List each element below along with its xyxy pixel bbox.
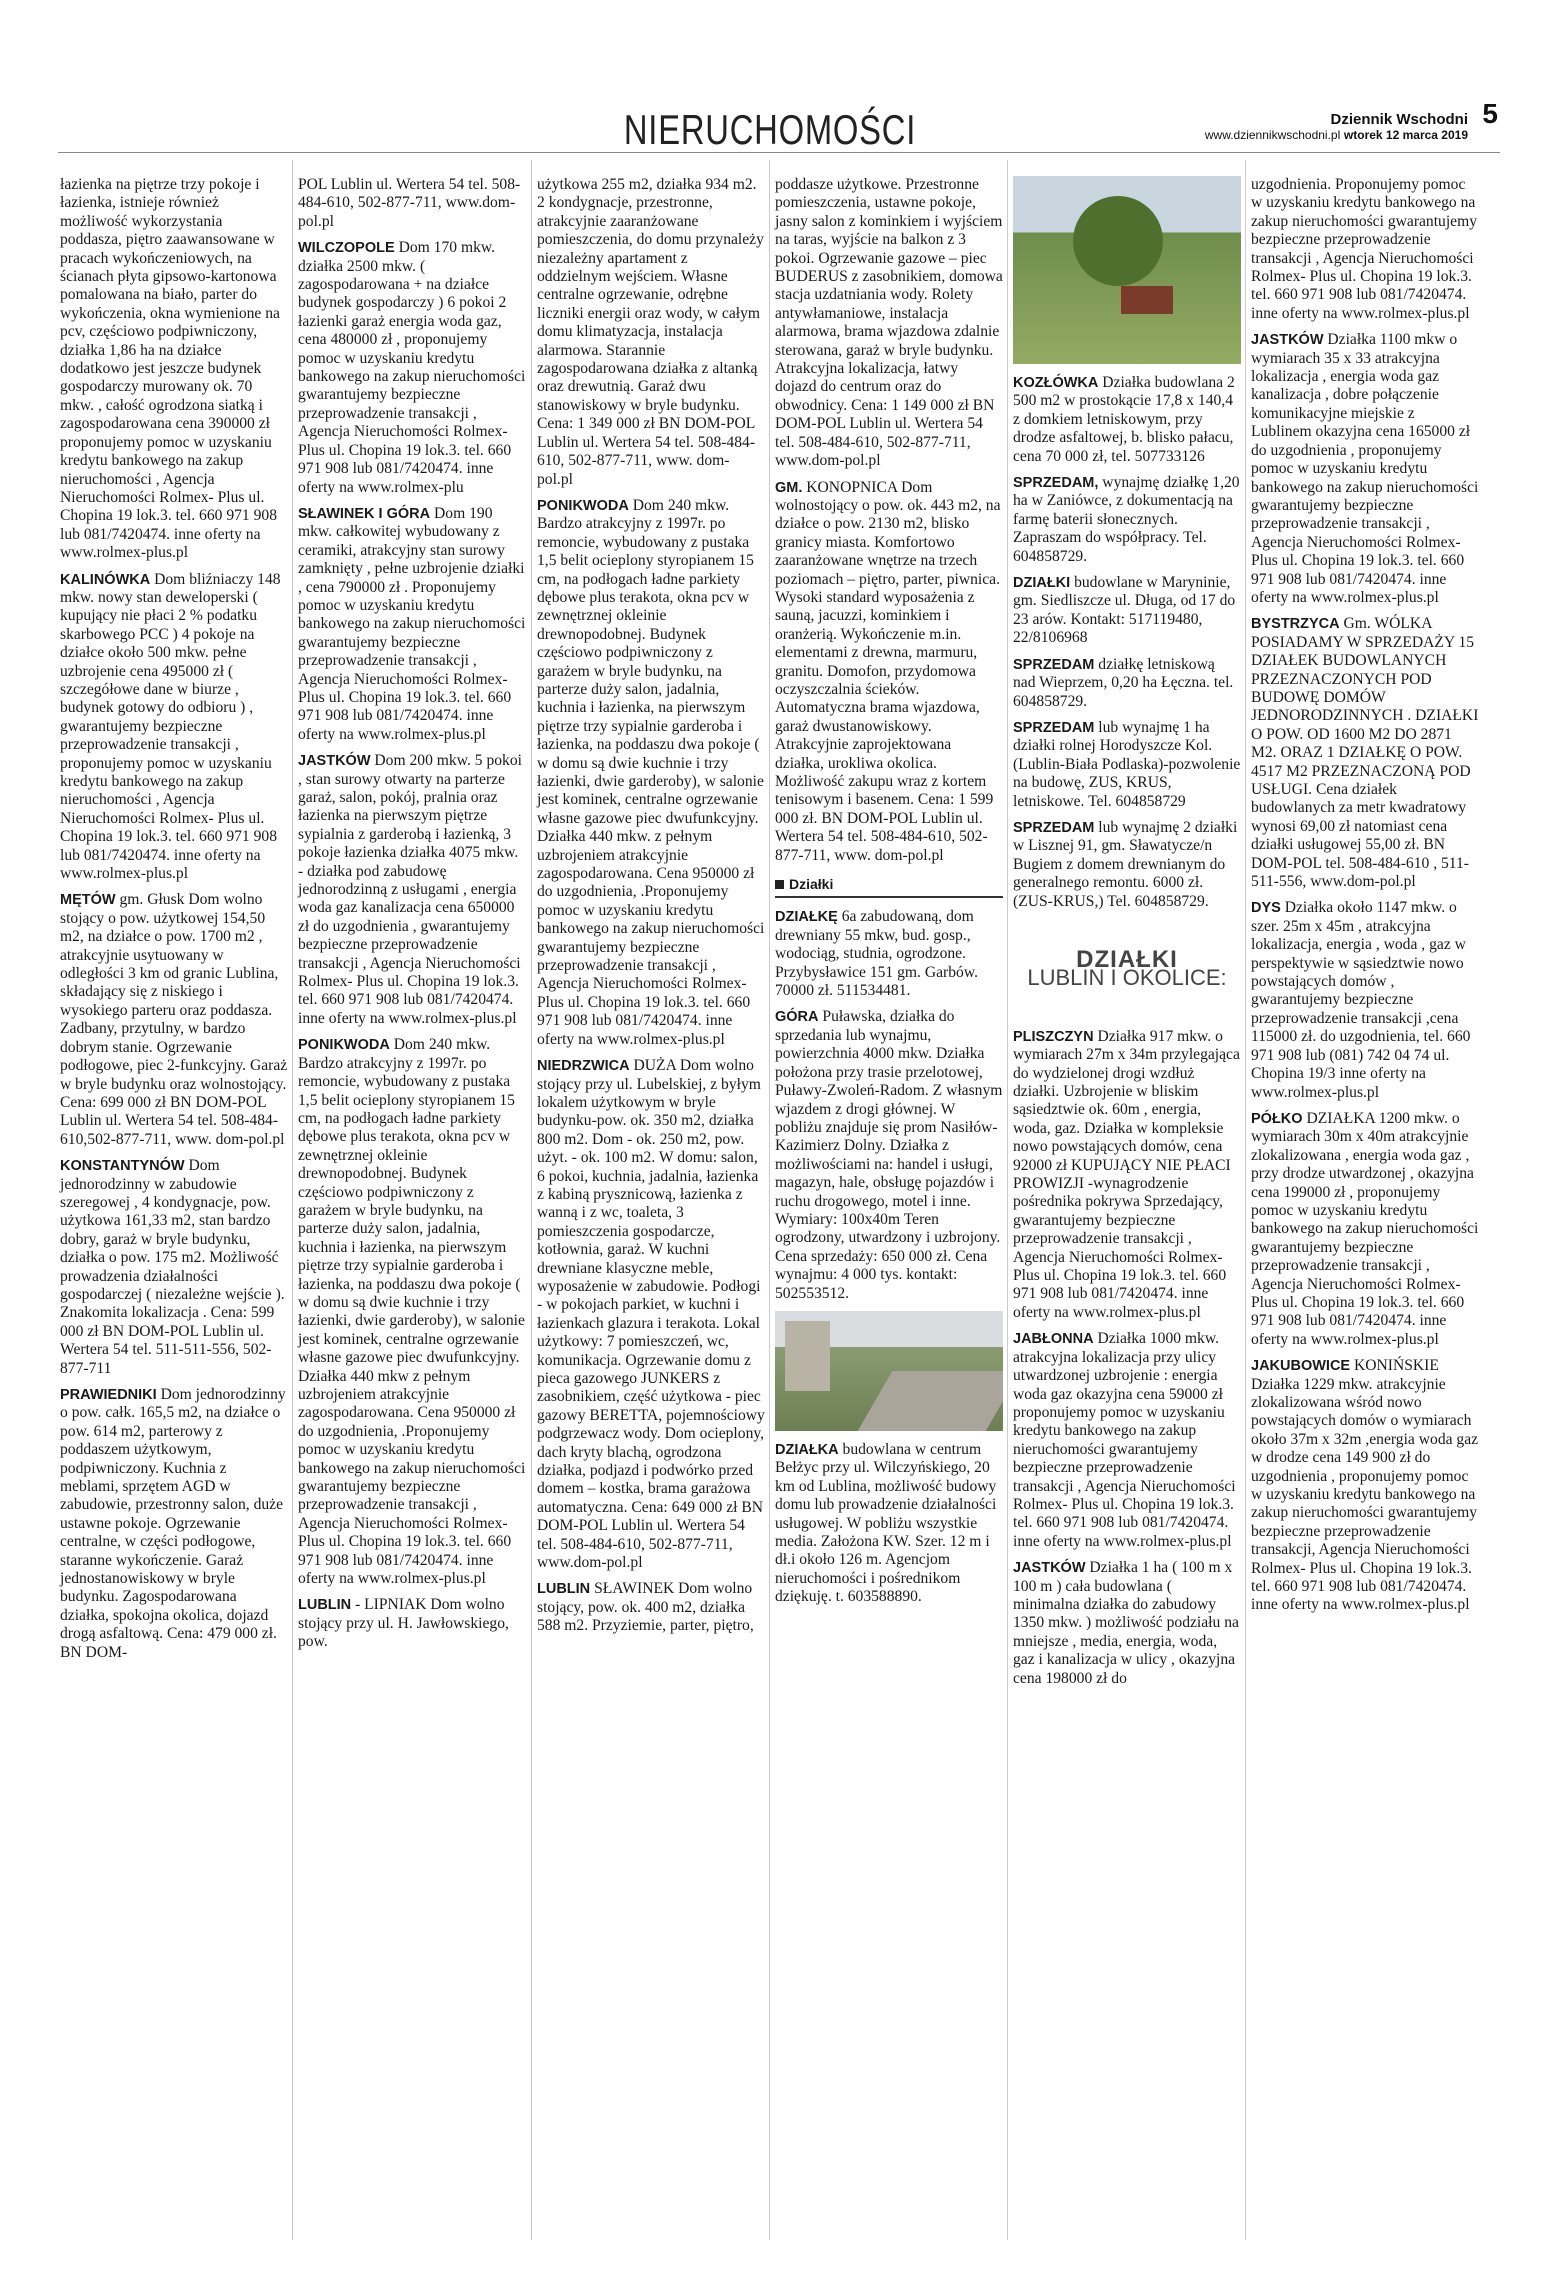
classified-ad	[775, 1441, 1003, 1607]
classified-ad	[298, 176, 526, 231]
ad-text: POL Lublin ul. Wertera 54 tel. 508-484-610, 502-877-711, www.dom-pol.pl	[298, 176, 521, 230]
classified-ad	[298, 505, 526, 744]
ad-text: lub wynajmę 2 działki w Lisznej 91, gm. Sławatycze/n Bugiem z domem drewnianym do generalnego remontu. 6000 zł. (ZUS-KRUS,) Tel. 604858729.	[1013, 818, 1238, 910]
ad-keyword: BYSTRZYCA	[1251, 616, 1340, 633]
ad-text: budowlane w Maryninie, gm. Siedliszcze ul. Długa, od 17 do 23 arów. Kontakt: 517119480, 22/8106968	[1013, 574, 1236, 647]
column-divider	[292, 160, 293, 2240]
classified-ad	[775, 479, 1003, 866]
section-title: NIERUCHOMOŚCI	[623, 106, 917, 153]
classified-ad	[537, 497, 765, 1049]
column-divider	[1007, 160, 1008, 2240]
cottage-shape	[1121, 286, 1173, 314]
ad-text: SŁAWINEK Dom wolno stojący, pow. ok. 400 m2, działka 588 m2. Przyziemie, parter, piętro,	[537, 1580, 754, 1635]
ad-text: Puławska, działka do sprzedania lub wynajmu, powierzchnia 4000 mkw. Działka położona przy trasie przelotowej, Puławy-Zwoleń-Radom. Z własnym wjazdem z drogi głównej. W pobliżu znajduje się prom Nasiłów-Kazimierz Dolny. Działka z możliwościami na: handel i usługi, magazyn, hale, obsługę pojazdów i ruchu drogowego, motel i inne. Wymiary: 100x40m Teren ogrodzony, utwardzony i uzbrojony. Cena sprzedaży: 650 000 zł. Cena wynajmu: 4 000 tys. kontakt: 502553512.	[775, 1008, 1003, 1302]
ad-keyword: JASTKÓW	[1251, 332, 1324, 349]
column-2	[298, 176, 526, 1660]
classified-ad	[775, 908, 1003, 1000]
classified-ad	[1013, 374, 1241, 466]
ad-keyword: SPRZEDAM	[1013, 656, 1095, 673]
header-rule	[58, 152, 1500, 153]
ad-text: budowlana w centrum Bełżyc przy ul. Wilczyńskiego, 20 km od Lublina, możliwość budowy domu lub prowadzenie działalności usługowej. W pobliżu wszystkie media. Założona KW. Szer. 12 m i dł.i około 126 m. Agencjom nieruchomości i pośrednikom dziękuję. t. 603588890.	[775, 1440, 997, 1606]
ad-text: Dom 190 mkw. całkowitej wybudowany z ceramiki, atrakcyjny stan surowy zamknięty , pełne uzbrojenie działki , cena 790000 zł . Proponujemy pomoc w uzyskaniu kredytu bankowego na zakup nieruchomości gwarantujemy bezpieczne przeprowadzenie transakcji , Agencja Nieruchomości Rolmex- Plus ul. Chopina 19 lok.3. tel. 660 971 908 lub 081/7420474. inne oferty na www.rolmex-plus.pl	[298, 504, 526, 743]
ad-keyword: GM.	[775, 479, 803, 496]
page-number: 5	[1482, 98, 1498, 129]
tree-shape	[1073, 196, 1163, 286]
classified-ad	[1013, 819, 1241, 911]
ad-text: DUŻA Dom wolno stojący przy ul. Lubelskiej, z byłym lokalem użytkowym w bryle budynku-pow. ok. 350 m2, działka 800 m2. Dom - ok. 250 m2, pow. użyt. - ok. 100 m2. W domu: salon, 6 pokoi, kuchnia, jadalnia, łazienka z kabiną prysznicową, łazienka z wanną i z wc, toaleta, 3 pomieszczenia gospodarcze, kotłownia, garaż. W kuchni drewniane klasyczne meble, wyposażenie w zabudowie. Podłogi - w pokojach parkiet, w kuchni i łazienkach glazura i terakota. Lokal użytkowy: 7 pomieszczeń, wc, komunikacja. Ogrzewanie domu z pieca gazowego JUNKERS z zasobnikiem, część użytkowa - piec gazowy BERETTA, pojemnościowy podgrzewacz wody. Dom ocieplony, dach kryty blachą, ogrodzona działka, podjazd i podwórko przed domem – kostka, brama garażowa automatyczna. Cena: 649 000 zł BN DOM-POL Lublin ul. Wertera 54 tel. 508-484-610, 502-877-711, www.dom-pol.pl	[537, 1057, 765, 1572]
ad-text: gm. Głusk Dom wolno stojący o pow. użytkowej 154,50 m2, na działce o pow. 1700 m2 , atrakcyjnie usytuowany w odległości 3 km od granic Lublina, składający się z niskiego i wysokiego parteru oraz poddasza. Zadbany, przytulny, w bardzo dobrym stanie. Ogrzewanie podłogowe, piec 2-funkcyjny. Garaż w bryle budynku oraz wolnostojący. Cena: 699 000 zł BN DOM-POL Lublin ul. Wertera 54 tel. 508-484-610,502-877-711, www. dom-pol.pl	[60, 891, 288, 1148]
website-url[interactable]: www.dziennikwschodni.pl	[1204, 128, 1341, 142]
classified-ad	[1013, 1028, 1241, 1323]
section-heading-line1: DZIAŁKI	[1076, 945, 1178, 973]
ad-keyword: PONIKWODA	[537, 497, 629, 514]
ad-text: Dom 240 mkw. Bardzo atrakcyjny z 1997r. po remoncie, wybudowany z pustaka 1,5 belit ocieplony styropianem 15 cm, na podłogach ładne parkiety dębowe plus terakota, okna pcv w zewnętrznej okleinie drewnopodobnej. Budynek częściowo podpiwniczony z garażem w bryle budynku, na parterze duży salon, jadalnia, kuchnia i łazienka, na pierwszym piętrze trzy sypialnie garderoba i łazienka, na poddaszu dwa pokoje ( w domu są dwie kuchnie i trzy łazienki, dwie garderoby), w salonie jest kominek, centralne ogrzewanie własne gazowe piec dwufunkcyjny. Działka 440 mkw z pełnym uzbrojeniem atrakcyjnie zagospodarowana. Cena 950000 zł do uzgodnienia, .Proponujemy pomoc w uzyskaniu kredytu bankowego na zakup nieruchomości gwarantujemy bezpieczne przeprowadzenie transakcji , Agencja Nieruchomości Rolmex- Plus ul. Chopina 19 lok.3. tel. 660 971 908 lub 081/7420474. inne oferty na www.rolmex-plus.pl	[298, 1036, 526, 1588]
ad-text: łazienka na piętrze trzy pokoje i łazienka, istnieje również możliwość wykorzystania poddasza, piętro zaawansowane w pracach wykończeniowych, na ścianach płyta gipsowo-kartonowa pomalowana na biało, parter do wykończenia, okna wymienione na pcv, częściowo podpiwniczony, działka 1,86 ha na działce dodatkowo jest jeszcze budynek gospodarczy murowany ok. 70 mkw. , całość ogrodzona siatką i zagospodarowana cena 390000 zł proponujemy pomoc w uzyskaniu kredytu bankowego na zakup nieruchomości , Agencja Nieruchomości Rolmex- Plus ul. Chopina 19 lok.3. tel. 660 971 908 lub 081/7420474. inne oferty na www.rolmex-plus.pl	[60, 176, 280, 562]
page-header	[0, 0, 1558, 160]
classified-ad	[1013, 719, 1241, 811]
ad-text: uzgodnienia. Proponujemy pomoc w uzyskaniu kredytu bankowego na zakup nieruchomości gwarantujemy bezpieczne przeprowadzenie transakcji , Agencja Nieruchomości Rolmex- Plus ul. Chopina 19 lok.3. tel. 660 971 908 lub 081/7420474. inne oferty na www.rolmex-plus.pl	[1251, 176, 1478, 322]
ad-keyword: KONSTANTYNÓW	[60, 1158, 185, 1175]
classified-ad	[298, 1036, 526, 1588]
classified-ad	[1251, 899, 1479, 1101]
ad-text: Dom 200 mkw. 5 pokoi , stan surowy otwarty na parterze garaż, salon, pokój, pralnia oraz łazienka na pierwszym piętrze sypialnia z garderobą i łazienką, 3 pokoje łazienka działka 4075 mkw. - działka pod zabudowę jednorodzinną z usługami , energia woda gaz kanalizacja cena 650000 zł do uzgodnienia , gwarantujemy bezpieczne przeprowadzenie transakcji , Agencja Nieruchomości Rolmex- Plus ul. Chopina 19 lok.3. tel. 660 971 908 lub 081/7420474. inne oferty na www.rolmex-plus.pl	[298, 752, 522, 1027]
ad-text: Działka 917 mkw. o wymiarach 27m x 34m przylegająca do wydzielonej drogi wzdłuż działki. Uzbrojenie w bliskim sąsiedztwie ok. 60m , energia, woda, gaz. Działka w kompleksie nowo powstających domów, cena 92000 zł KUPUJĄCY NIE PŁACI PROWIZJI -wynagrodzenie pośrednika pokrywa Sprzedający, gwarantujemy bezpieczne przeprowadzenie transakcji , Agencja Nieruchomości Rolmex- Plus ul. Chopina 19 lok.3. tel. 660 971 908 lub 081/7420474. inne oferty na www.rolmex-plus.pl	[1013, 1027, 1240, 1321]
classified-ad	[298, 1596, 526, 1651]
ad-keyword: SPRZEDAM	[1013, 819, 1095, 836]
column-6	[1251, 176, 1479, 1623]
cottage-photo	[1013, 176, 1241, 364]
column-divider	[769, 160, 770, 2240]
classified-ad	[60, 1157, 288, 1378]
ad-keyword: PLISZCZYN	[1013, 1028, 1094, 1045]
classified-ad	[1251, 331, 1479, 607]
issue-date: wtorek 12 marca 2019	[1343, 128, 1468, 142]
ad-keyword: PONIKWODA	[298, 1037, 390, 1054]
ad-text: KONIŃSKIE Działka 1229 mkw. atrakcyjnie zlokalizowana wśród nowo powstających domów o wymiarach około 37m x 32m ,energia woda gaz w drodze cena 149 900 zł do uzgodnienia , proponujemy pomoc w uzyskaniu kredytu bankowego na zakup nieruchomości gwarantujemy bezpieczne przeprowadzenie transakcji, Agencja Nieruchomości Rolmex- Plus ul. Chopina 19 lok.3. tel. 660 971 908 lub 081/7420474. inne oferty na www.rolmex-plus.pl	[1251, 1357, 1479, 1614]
ad-keyword: JABŁONNA	[1013, 1331, 1094, 1348]
ad-text: Gm. WÓLKA POSIADAMY W SPRZEDAŻY 15 DZIAŁEK BUDOWLANYCH PRZEZNACZONYCH POD BUDOWĘ DOMÓW JEDNORODZINNYCH . DZIAŁKI O POW. OD 1600 M2 DO 2871 M2. ORAZ 1 DZIAŁKĘ O POW. 4517 M2 PRZEZNACZONĄ POD USŁUGI. Cena działek budowlanych za metr kwadratowy wynosi 69,00 zł natomiast cena działki usługowej 55,00 zł. BN DOM-POL tel. 508-484-610 , 511-511-556, www.dom-pol.pl	[1251, 615, 1479, 891]
classified-ad	[1251, 1110, 1479, 1349]
ad-text: Działka budowlana 2 500 m2 w prostokącie 17,8 x 140,4 z domkiem letniskowym, przy drodze asfaltowej, b. blisko pałacu, cena 70 000 zł, tel. 507733126	[1013, 374, 1235, 465]
classified-ad	[1013, 474, 1241, 566]
classified-ad	[298, 239, 526, 497]
column-4-ads-top	[775, 176, 1003, 865]
column-5-ads-bottom	[1013, 1028, 1241, 1688]
ad-keyword: NIEDRZWICA	[537, 1058, 630, 1075]
ad-keyword: JASTKÓW	[1013, 1560, 1086, 1577]
classified-ad	[1251, 615, 1479, 891]
ad-text: Działka 1000 mkw. atrakcyjna lokalizacja przy ulicy utwardzonej uzbrojenie : energia woda gaz okazyjna cena 59000 zł proponujemy pomoc w uzyskaniu kredytu bankowego na zakup nieruchomości gwarantujemy bezpieczne przeprowadzenie transakcji , Agencja Nieruchomości Rolmex- Plus ul. Chopina 19 lok.3. tel. 660 971 908 lub 081/7420474. inne oferty na www.rolmex-plus.pl	[1013, 1330, 1236, 1550]
column-4	[775, 176, 1003, 1615]
column-1	[60, 176, 288, 1670]
classified-ad	[1013, 574, 1241, 648]
ad-keyword: SŁAWINEK I GÓRA	[298, 505, 431, 522]
ad-keyword: WILCZOPOLE	[298, 240, 395, 257]
ad-keyword: DZIAŁKĘ	[775, 909, 838, 926]
ad-keyword: KOZŁÓWKA	[1013, 375, 1099, 391]
classified-ad	[1013, 1330, 1241, 1551]
ad-keyword: DZIAŁKA	[775, 1441, 839, 1458]
ad-keyword: DZIAŁKI	[1013, 575, 1071, 592]
column-5-ads-top	[1013, 374, 1241, 911]
column-4-ads-bottom	[775, 1441, 1003, 1607]
ad-keyword: DYS	[1251, 900, 1281, 917]
ad-text: Działka 1100 mkw o wymiarach 35 x 33 atrakcyjna lokalizacja , energia woda gaz kanalizacja , dobre połączenie komunikacyjne miejskie z Lublinem okazyjna cena 165000 zł do uzgodnienia , proponujemy pomoc w uzyskaniu kredytu bankowego na zakup nieruchomości gwarantujemy bezpieczne przeprowadzenie transakcji , Agencja Nieruchomości Rolmex- Plus ul. Chopina 19 lok.3. tel. 660 971 908 lub 081/7420474. inne oferty na www.rolmex-plus.pl	[1251, 331, 1479, 606]
classified-ad	[537, 1580, 765, 1635]
ad-keyword: GÓRA	[775, 1009, 819, 1026]
ad-keyword: KALINÓWKA	[60, 571, 151, 588]
classified-ad	[60, 891, 288, 1149]
plot-photo	[775, 1311, 1003, 1431]
column-divider	[1245, 160, 1246, 2240]
ad-text: lub wynajmę 1 ha działki rolnej Horodyszcze Kol. (Lublin-Biała Podlaska)-pozwolenie na budowę, ZUS, KRUS, letniskowe. Tel. 604858729	[1013, 718, 1241, 810]
category-header	[775, 875, 1003, 898]
square-bullet-icon	[775, 880, 784, 889]
ad-keyword: JASTKÓW	[298, 753, 371, 770]
ad-keyword: JAKUBOWICE	[1251, 1358, 1351, 1375]
ad-text: Dom jednorodzinny w zabudowie szeregowej , 4 kondygnacje, pow. użytkowa 161,33 m2, stan bardzo dobry, garaż w bryle budynku, działka o pow. 175 m2. Możliwość prowadzenia działalności gospodarczej ( niezależne wejście ). Znakomita lokalizacja . Cena: 599 000 zł BN DOM-POL Lublin ul. Wertera 54 tel. 511-511-556, 502-877-711	[60, 1157, 285, 1377]
ad-text: Dom jednorodzinny o pow. całk. 165,5 m2, na działce o pow. 614 m2, parterowy z poddaszem użytkowym, podpiwniczony. Kuchnia z meblami, sprzętem AGD w zabudowie, przestronny salon, duże ustawne pokoje. Ogrzewanie centralne, w części podłogowe, staranne wykończenie. Garaż jednostanowiskowy w bryle budynku. Zagospodarowana działka, spokojna okolica, dojazd drogą asfaltową. Cena: 479 000 zł. BN DOM-	[60, 1386, 286, 1661]
classified-ad	[1013, 656, 1241, 711]
classified-ad	[537, 176, 765, 489]
ad-text: Dom 170 mkw. działka 2500 mkw. ( zagospodarowana + na działce budynek gospodarczy ) 6 pokoi 2 łazienki garaż energia woda gaz, cena 480000 zł , proponujemy pomoc w uzyskaniu kredytu bankowego na zakup nieruchomości gwarantujemy bezpieczne przeprowadzenie transakcji , Agencja Nieruchomości Rolmex- Plus ul. Chopina 19 lok.3. tel. 660 971 908 lub 081/7420474. inne oferty na www.rolmex-plu	[298, 239, 526, 496]
column-5	[1013, 176, 1241, 1696]
ad-keyword: LUBLIN	[298, 1597, 352, 1614]
ad-text: Działka 1 ha ( 100 m x 100 m ) cała budowlana ( minimalna działka do zabudowy 1350 mkw. ) możliwość podziału na mniejsze , media, energia, woda, gaz i kanalizacja w ulicy , okazyjna cena 198000 zł do	[1013, 1559, 1239, 1687]
classified-ad	[775, 176, 1003, 471]
newspaper-name: Dziennik Wschodni	[1330, 111, 1468, 128]
ad-text: Dom 240 mkw. Bardzo atrakcyjny z 1997r. po remoncie, wybudowany z pustaka 1,5 belit ocieplony styropianem 15 cm, na podłogach ładne parkiety dębowe plus terakota, okna pcv w zewnętrznej okleinie drewnopodobnej. Budynek częściowo podpiwniczony z garażem w bryle budynku, na parterze duży salon, jadalnia, kuchnia i łazienka, na pierwszym piętrze trzy sypialnie garderoba i łazienka, na poddaszu dwa pokoje ( w domu są dwie kuchnie i trzy łazienki, dwie garderoby), w salonie jest kominek, centralne ogrzewanie własne gazowe piec dwufunkcyjny. Działka 440 mkw. z pełnym uzbrojeniem atrakcyjnie zagospodarowana. Cena 950000 zł do uzgodnienia, .Proponujemy pomoc w uzyskaniu kredytu bankowego na zakup nieruchomości gwarantujemy bezpieczne przeprowadzenie transakcji , Agencja Nieruchomości Rolmex- Plus ul. Chopina 19 lok.3. tel. 660 971 908 lub 081/7420474. inne oferty na www.rolmex-plus.pl	[537, 496, 765, 1048]
ad-keyword: SPRZEDAM,	[1013, 475, 1099, 492]
column-4-ads-middle	[775, 908, 1003, 1303]
masthead	[1204, 98, 1498, 143]
ad-text: użytkowa 255 m2, działka 934 m2. 2 kondygnacje, przestronne, atrakcyjnie zaaranżowane pomieszczenia, do domu przynależy niezależny apartament z oddzielnym wejściem. Własne centralne ogrzewanie, odrębne liczniki energii oraz wody, w całym domu klimatyzacja, instalacja alarmowa. Starannie zagospodarowana działka z altanką oraz drewutnią. Garaż dwu stanowiskowy w bryle budynku. Cena: 1 349 000 zł BN DOM-POL Lublin ul. Wertera 54 tel. 508-484-610, 502-877-711, www. dom-pol.pl	[537, 176, 764, 488]
classified-ad	[298, 752, 526, 1028]
ad-text: poddasze użytkowe. Przestronne pomieszczenia, ustawne pokoje, jasny salon z kominkiem i wyjściem na taras, wyjście na balkon z 3 pokoi. Ogrzewanie gazowe – piec BUDERUS z zasobnikiem, domowa stacja uzdatniania wody. Rolety antywłamaniowe, instalacja alarmowa, brama wjazdowa zdalnie sterowana, garaż w bryle budynku. Atrakcyjna lokalizacja, łatwy dojazd do centrum oraz do obwodnicy. Cena: 1 149 000 zł BN DOM-POL Lublin ul. Wertera 54 tel. 508-484-610, 502-877-711, www.dom-pol.pl	[775, 176, 1003, 470]
section-heading	[1013, 945, 1241, 991]
column-3	[537, 176, 765, 1644]
column-divider	[531, 160, 532, 2240]
ad-text: Dom bliźniaczy 148 mkw. nowy stan deweloperski ( kupujący nie płaci 2 % podatku skarbowego PCC ) 4 pokoje na działce około 500 mkw. pełne uzbrojenie cena 495000 zł ( szczegółowe dane w biurze , budynek gotowy do odbioru ) , gwarantujemy bezpieczne przeprowadzenie transakcji , proponujemy pomoc w uzyskaniu kredytu bankowego na zakup nieruchomości , Agencja Nieruchomości Rolmex- Plus ul. Chopina 19 lok.3. tel. 660 971 908 lub 081/7420474. inne oferty na www.rolmex-plus.pl	[60, 570, 281, 883]
ad-text: - LIPNIAK Dom wolno stojący przy ul. H. Jawłowskiego, pow.	[298, 1596, 509, 1651]
classified-ad	[60, 176, 288, 563]
ad-text: DZIAŁKA 1200 mkw. o wymiarach 30m x 40m atrakcyjnie zlokalizowana , energia woda gaz , przy drodze utwardzonej , okazyjna cena 199000 zł , proponujemy pomoc w uzyskaniu kredytu bankowego na zakup nieruchomości gwarantujemy bezpieczne przeprowadzenie transakcji , Agencja Nieruchomości Rolmex- Plus ul. Chopina 19 lok.3. tel. 660 971 908 lub 081/7420474. inne oferty na www.rolmex-plus.pl	[1251, 1109, 1479, 1348]
classified-ad	[1251, 176, 1479, 323]
ad-keyword: MĘTÓW	[60, 892, 116, 909]
classified-ad	[1251, 1357, 1479, 1615]
ad-keyword: PÓŁKO	[1251, 1110, 1303, 1127]
ad-keyword: LUBLIN	[537, 1581, 591, 1598]
section-heading-line2: LUBLIN I OKOLICE:	[1027, 965, 1227, 991]
ad-keyword: PRAWIEDNIKI	[60, 1387, 157, 1403]
classified-ad	[775, 1008, 1003, 1303]
category-label: Działki	[789, 876, 834, 893]
classified-ad	[60, 571, 288, 884]
ad-text: 6a zabudowaną, dom drewniany 55 mkw, bud. gosp., wodociąg, studnia, ogrodzone. Przybysławice 151 gm. Garbów. 70000 zł. 511534481.	[775, 908, 978, 1000]
ad-keyword: SPRZEDAM	[1013, 719, 1095, 736]
building-shape	[785, 1321, 830, 1391]
road-shape	[858, 1371, 1003, 1431]
ad-text: KONOPNICA Dom wolnostojący o pow. ok. 443 m2, na działce o pow. 2130 m2, blisko granicy miasta. Komfortowo zaaranżowane wnętrze na trzech poziomach – piętro, parter, piwnica. Wysoki standard wyposażenia z sauną, jacuzzi, kominkiem i oranżerią. Wykończenie m.in. elementami z drewna, marmuru, granitu. Domofon, przydomowa oczyszczalnia ścieków. Automatyczna brama wjazdowa, garaż dwustanowiskowy. Atrakcyjnie zaprojektowana działka, urokliwa okolica. Możliwość zakupu wraz z kortem tenisowym i basenem. Cena: 1 599 000 zł. BN DOM-POL Lublin ul. Wertera 54 tel. 508-484-610, 502-877-711, www. dom-pol.pl	[775, 478, 1001, 864]
ad-text: Działka około 1147 mkw. o szer. 25m x 45m , atrakcyjna lokalizacja, energia , woda , gaz w perspektywie w sąsiedztwie nowo powstających domów , gwarantujemy bezpieczne przeprowadzenie transakcji ,cena 115000 zł. do uzgodnienia, tel. 660 971 908 lub (081) 742 04 74 ul. Chopina 19/3 inne oferty na www.rolmex-plus.pl	[1251, 899, 1471, 1101]
ad-text: wynajmę działkę 1,20 ha w Zaniówce, z dokumentacją na farmę baterii słonecznych. Zapraszam do współpracy. Tel. 604858729.	[1013, 474, 1240, 565]
classified-ad	[60, 1386, 288, 1662]
classified-ad	[1013, 1559, 1241, 1688]
ad-text: działkę letniskową nad Wieprzem, 0,20 ha Łęczna. tel. 604858729.	[1013, 655, 1234, 710]
classified-ad	[537, 1057, 765, 1572]
